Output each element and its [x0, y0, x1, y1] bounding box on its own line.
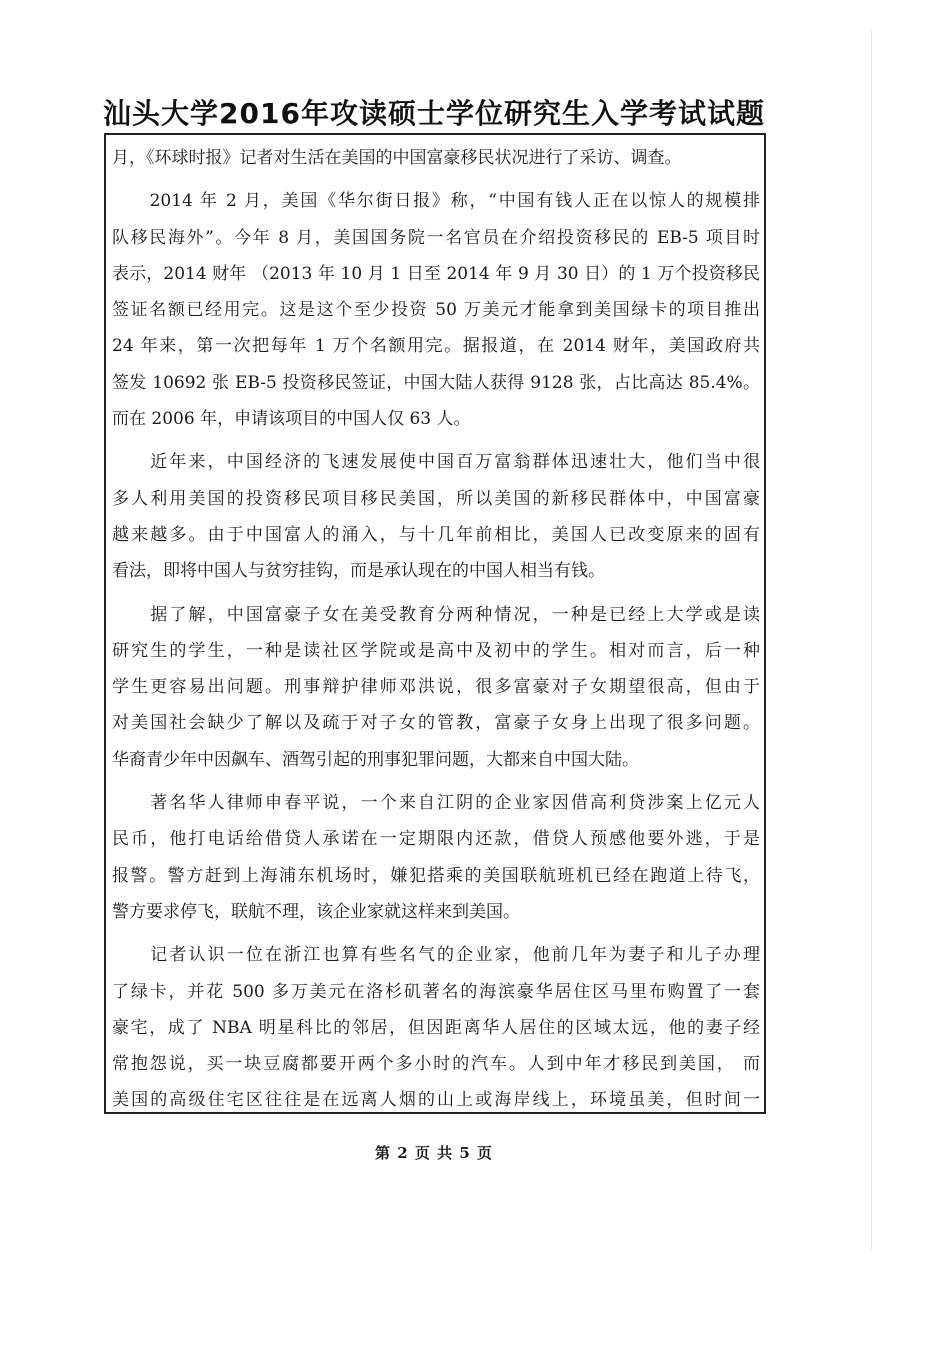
paragraph-gap — [112, 590, 760, 597]
text-line: 签发 10692 张 EB-5 投资移民签证，中国大陆人获得 9128 张，占比高达 85.4%。 — [112, 372, 760, 393]
text-line: 队移民海外”。今年 8 月，美国国务院一名官员在介绍投资移民的 EB-5 项目时 — [112, 227, 760, 248]
passage-text — [112, 140, 760, 1119]
paragraph-gap — [112, 176, 760, 183]
text-line: 表示，2014 财年 （2013 年 10 月 1 日至 2014 年 9 月 30 日）的 1 万个投资移民 — [112, 263, 760, 284]
text-line: 越来越多。由于中国富人的涌入，与十几年前相比，美国人已改变原来的固有 — [112, 524, 760, 545]
paragraph-gap — [112, 437, 760, 444]
text-line: 学生更容易出问题。刑事辩护律师邓洪说，很多富豪对子女期望很高，但由于 — [112, 677, 760, 698]
text-line: 24 年来，第一次把每年 1 万个名额用完。据报道，在 2014 财年，美国政府共 — [112, 336, 760, 357]
paragraph — [112, 597, 760, 778]
text-line: 豪宅，成了 NBA 明星科比的邻居，但因距离华人居住的区域太远，他的妻子经 — [112, 1017, 760, 1038]
paragraph — [112, 183, 760, 437]
text-line: 对美国社会缺少了解以及疏于对子女的管教，富豪子女身上出现了很多问题。 — [112, 713, 760, 734]
text-line: 警方要求停飞，联航不理，该企业家就这样来到美国。 — [112, 901, 520, 922]
text-line: 月，《环球时报》记者对生活在美国的中国富豪移民状况进行了采访、调查。 — [112, 148, 682, 168]
scan-edge-line — [871, 30, 872, 1250]
text-line: 签证名额已经用完。这是这个至少投资 50 万美元才能拿到美国绿卡的项目推出 — [112, 300, 760, 321]
paragraph — [112, 785, 760, 930]
paragraph-gap — [112, 930, 760, 937]
text-line: 常抱怨说，买一块豆腐都要开两个多小时的汽车。人到中年才移民到美国， 而 — [112, 1054, 760, 1075]
text-line: 研究生的学生，一种是读社区学院或是高中及初中的学生。相对而言，后一种 — [112, 640, 760, 661]
text-line: 据了解，中国富豪子女在美受教育分两种情况，一种是已经上大学或是读 — [112, 604, 760, 625]
text-line: 看法，即将中国人与贫穷挂钩，而是承认现在的中国人相当有钱。 — [112, 561, 605, 582]
paragraph — [112, 937, 760, 1118]
text-line: 著名华人律师申春平说，一个来自江阴的企业家因借高利贷涉案上亿元人 — [112, 793, 760, 814]
text-line: 记者认识一位在浙江也算有些名气的企业家，他前几年为妻子和儿子办理 — [112, 945, 760, 966]
text-line: 华裔青少年中因飙车、酒驾引起的刑事犯罪问题，大都来自中国大陆。 — [112, 749, 639, 770]
paragraph — [112, 444, 760, 589]
paragraph-gap — [112, 778, 760, 785]
text-line: 民币，他打电话给借贷人承诺在一定期限内还款，借贷人预感他要外逃，于是 — [112, 829, 760, 850]
text-line: 2014 年 2 月，美国《华尔街日报》称，“中国有钱人正在以惊人的规模排 — [112, 191, 760, 212]
paragraph — [112, 140, 760, 176]
text-line: 近年来，中国经济的飞速发展使中国百万富翁群体迅速壮大，他们当中很 — [112, 452, 760, 473]
text-line: 报警。警方赶到上海浦东机场时，嫌犯搭乘的美国联航班机已经在跑道上待飞， — [112, 865, 760, 886]
page-number: 第 2 页 共 5 页 — [375, 1144, 493, 1162]
text-line: 美国的高级住宅区往往是在远离人烟的山上或海岸线上，环境虽美，但时间一 — [112, 1090, 760, 1111]
exam-title: 汕头大学2016年攻读硕士学位研究生入学考试试题 — [103, 97, 765, 130]
text-line: 了绿卡，并花 500 多万美元在洛杉矶著名的海滨豪华居住区马里布购置了一套 — [112, 981, 760, 1002]
text-line: 而在 2006 年，申请该项目的中国人仅 63 人。 — [112, 409, 471, 430]
text-line: 多人利用美国的投资移民项目移民美国，所以美国的新移民群体中，中国富豪 — [112, 488, 760, 509]
